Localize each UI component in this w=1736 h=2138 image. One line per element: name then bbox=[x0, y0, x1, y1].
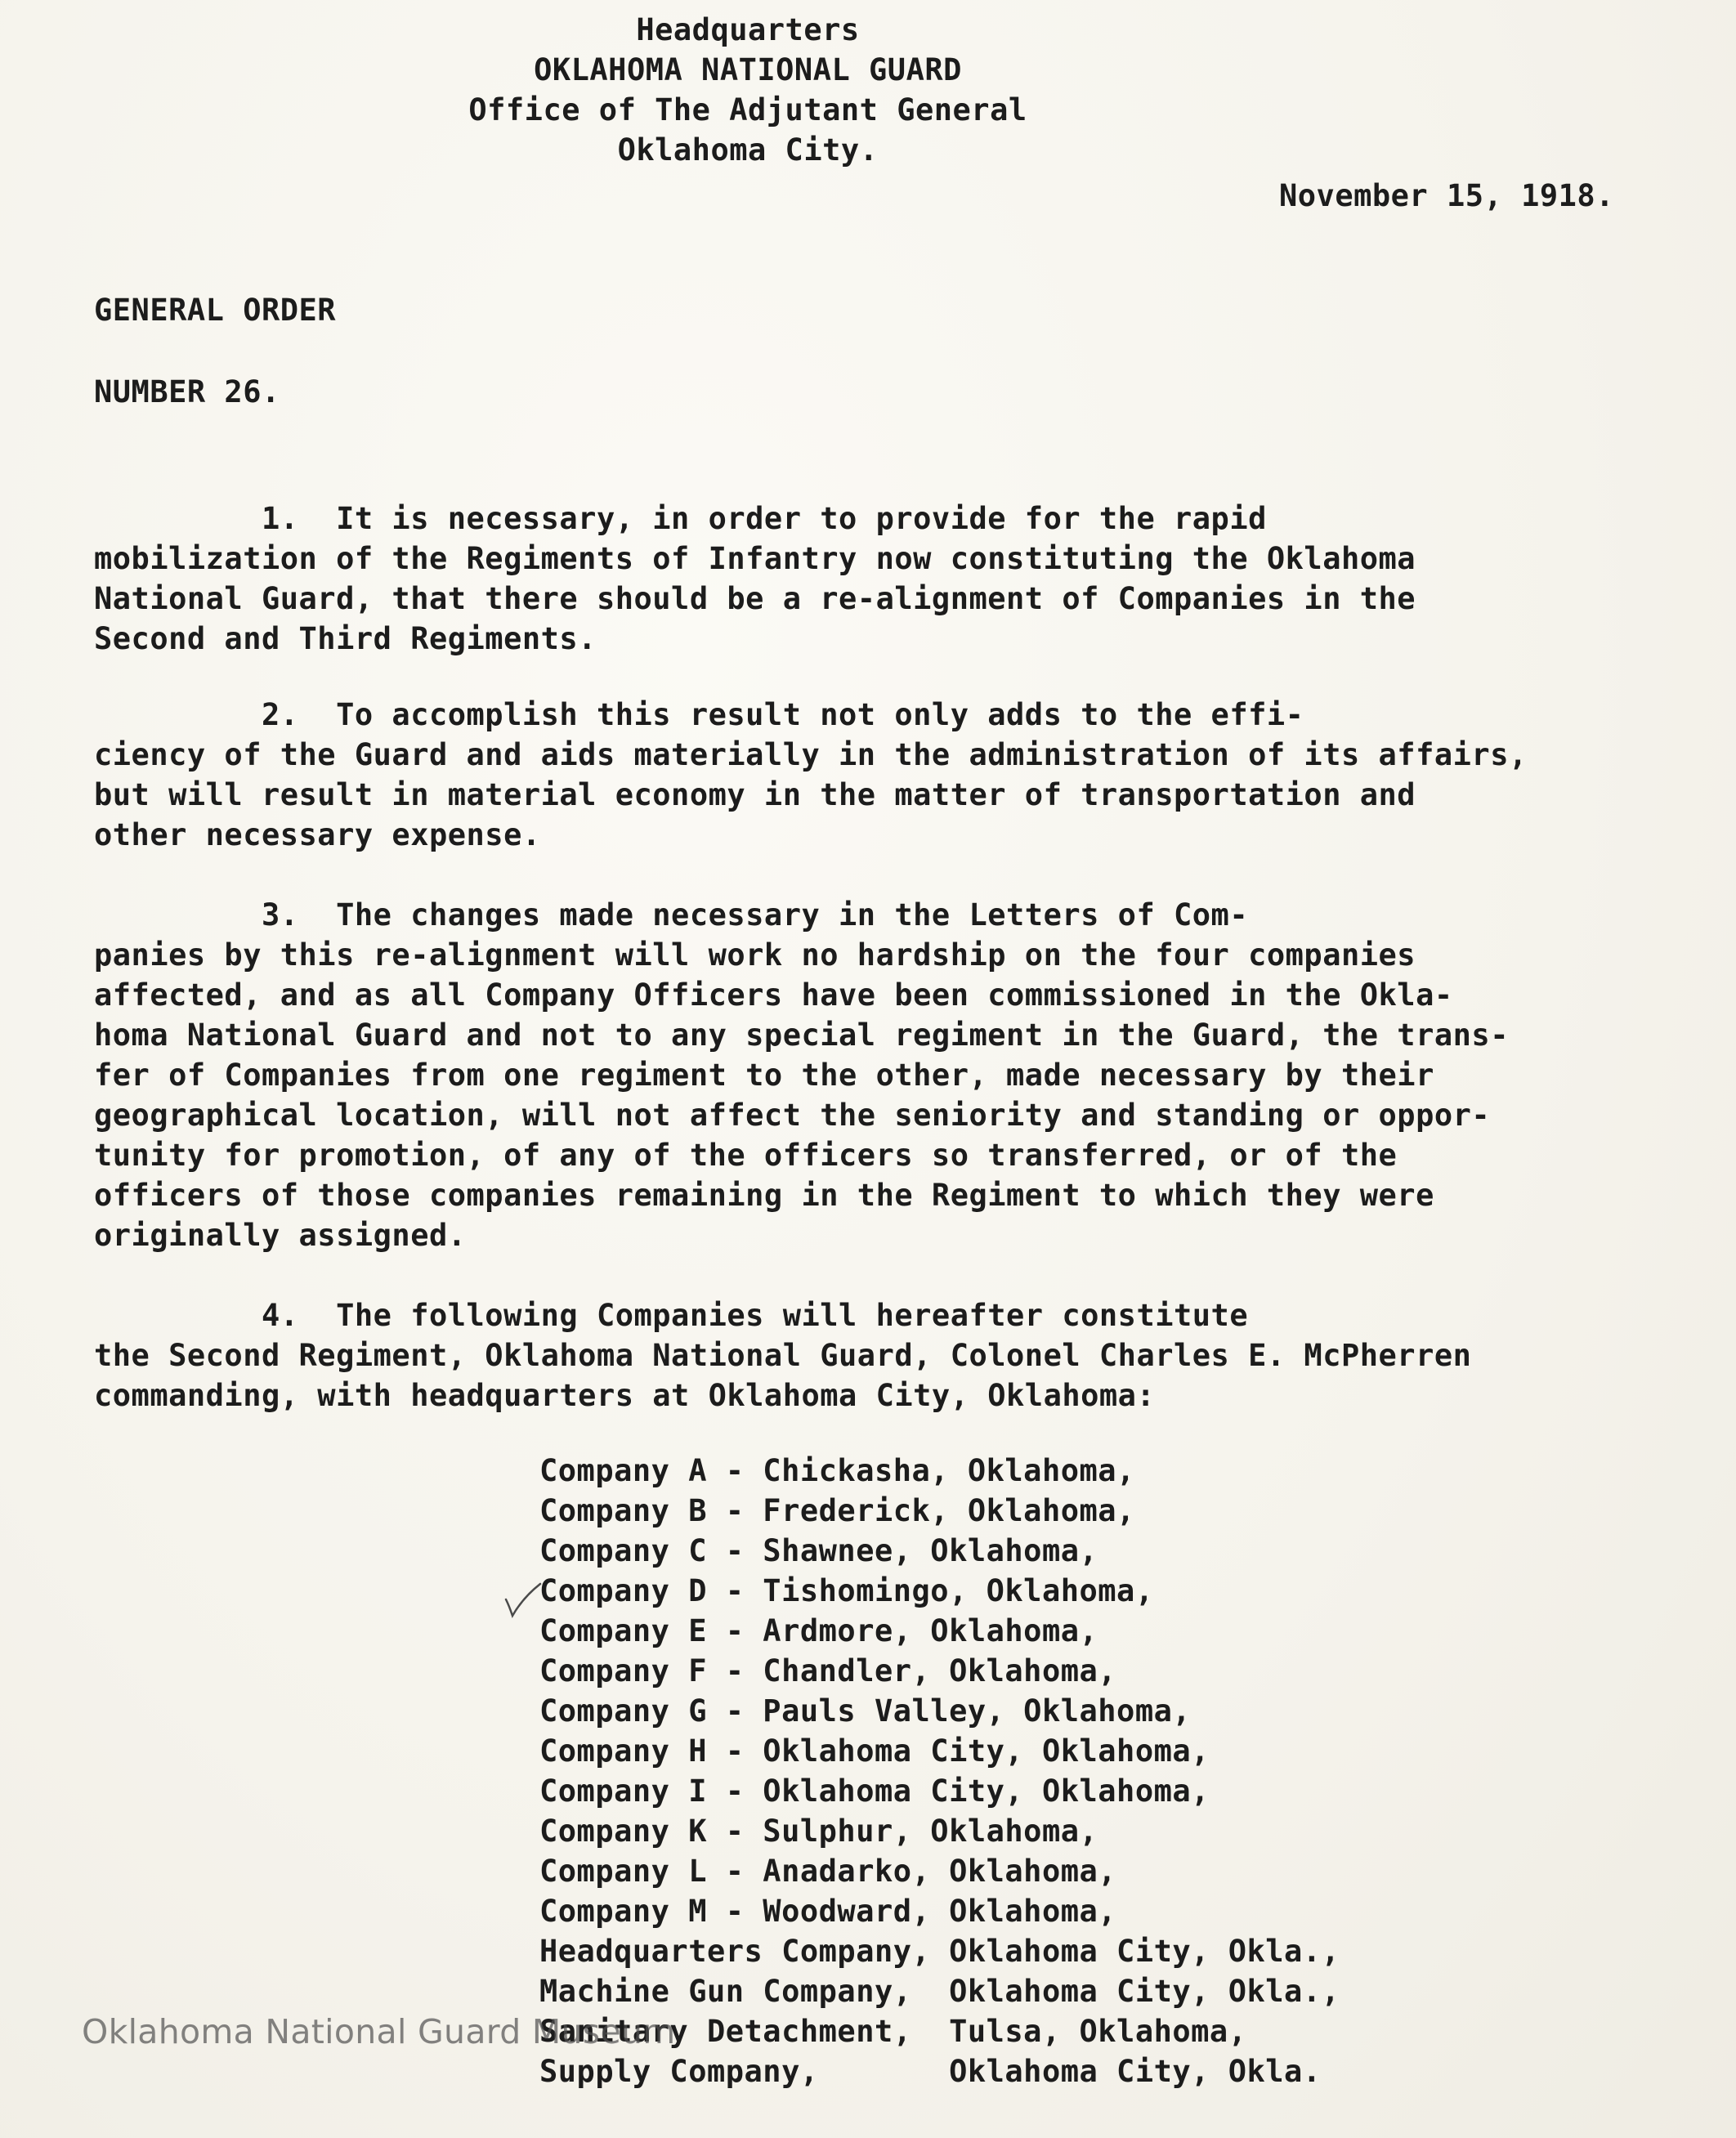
company-row: Company H - Oklahoma City, Oklahoma, bbox=[539, 1733, 1210, 1769]
paragraph-2 bbox=[94, 695, 1696, 855]
paragraph-line: other necessary expense. bbox=[94, 817, 541, 852]
order-number: NUMBER 26. bbox=[94, 374, 280, 409]
letterhead-office: Office of The Adjutant General bbox=[468, 92, 1027, 127]
paragraph-line: panies by this re-alignment will work no hardship on the four companies bbox=[94, 937, 1416, 973]
handwritten-checkmark-icon bbox=[503, 1581, 542, 1619]
museum-watermark: Oklahoma National Guard Museum bbox=[82, 2012, 676, 2051]
company-row: Company A - Chickasha, Oklahoma, bbox=[539, 1453, 1135, 1488]
paragraph-line: fer of Companies from one regiment to the other, made necessary by their bbox=[94, 1058, 1434, 1093]
paragraph-1 bbox=[94, 499, 1696, 659]
paragraph-line: 1. It is necessary, in order to provide for the rapid bbox=[94, 501, 1267, 536]
company-row: Sanitary Detachment, Tulsa, Oklahoma, bbox=[539, 2014, 1247, 2049]
paragraph-line: mobilization of the Regiments of Infantry now constituting the Oklahoma bbox=[94, 541, 1416, 576]
company-row: Company I - Oklahoma City, Oklahoma, bbox=[539, 1773, 1210, 1809]
company-row: Company D - Tishomingo, Oklahoma, bbox=[539, 1573, 1154, 1608]
paragraph-line: commanding, with headquarters at Oklahoma City, Oklahoma: bbox=[94, 1378, 1156, 1413]
company-row: Company E - Ardmore, Oklahoma, bbox=[539, 1613, 1098, 1648]
paragraph-line: National Guard, that there should be a re-alignment of Companies in the bbox=[94, 581, 1416, 616]
letterhead-city: Oklahoma City. bbox=[617, 132, 879, 168]
paragraph-line: originally assigned. bbox=[94, 1218, 467, 1253]
paragraph-line: the Second Regiment, Oklahoma National Guard, Colonel Charles E. McPherren bbox=[94, 1338, 1472, 1373]
company-list bbox=[539, 1451, 1340, 2091]
company-row: Company C - Shawnee, Oklahoma, bbox=[539, 1533, 1098, 1568]
paragraph-line: homa National Guard and not to any special regiment in the Guard, the trans- bbox=[94, 1018, 1509, 1053]
paragraph-line: 3. The changes made necessary in the Letters of Com- bbox=[94, 897, 1249, 933]
company-row: Supply Company, Oklahoma City, Okla. bbox=[539, 2054, 1322, 2089]
paragraph-line: but will result in material economy in the matter of transportation and bbox=[94, 777, 1416, 812]
paragraph-line: tunity for promotion, of any of the officers so transferred, or of the bbox=[94, 1138, 1398, 1173]
company-row: Company L - Anadarko, Oklahoma, bbox=[539, 1854, 1117, 1889]
order-title: GENERAL ORDER bbox=[94, 293, 337, 328]
document-date: November 15, 1918. bbox=[1279, 178, 1614, 213]
paragraph-line: 2. To accomplish this result not only adds to the effi- bbox=[94, 697, 1304, 732]
paragraph-line: 4. The following Companies will hereafter constitute bbox=[94, 1298, 1249, 1333]
company-row: Headquarters Company, Oklahoma City, Okla., bbox=[539, 1934, 1340, 1969]
company-row: Company B - Frederick, Oklahoma, bbox=[539, 1493, 1135, 1528]
letterhead-organization: OKLAHOMA NATIONAL GUARD bbox=[534, 52, 962, 87]
company-row: Company G - Pauls Valley, Oklahoma, bbox=[539, 1693, 1192, 1729]
paragraph-line: affected, and as all Company Officers have been commissioned in the Okla- bbox=[94, 977, 1453, 1013]
paragraph-line: officers of those companies remaining in the Regiment to which they were bbox=[94, 1178, 1434, 1213]
company-row: Company F - Chandler, Oklahoma, bbox=[539, 1653, 1117, 1688]
company-row: Company M - Woodward, Oklahoma, bbox=[539, 1894, 1117, 1929]
letterhead-headquarters: Headquarters bbox=[636, 12, 860, 47]
paragraph-4 bbox=[94, 1295, 1696, 1416]
paragraph-line: Second and Third Regiments. bbox=[94, 621, 597, 656]
company-row: Machine Gun Company, Oklahoma City, Okla., bbox=[539, 1974, 1340, 2009]
company-row: Company K - Sulphur, Oklahoma, bbox=[539, 1814, 1098, 1849]
paragraph-line: geographical location, will not affect the seniority and standing or oppor- bbox=[94, 1098, 1491, 1133]
paragraph-3 bbox=[94, 895, 1696, 1255]
paragraph-line: ciency of the Guard and aids materially in the administration of its affairs, bbox=[94, 737, 1528, 772]
letterhead bbox=[0, 10, 1496, 170]
